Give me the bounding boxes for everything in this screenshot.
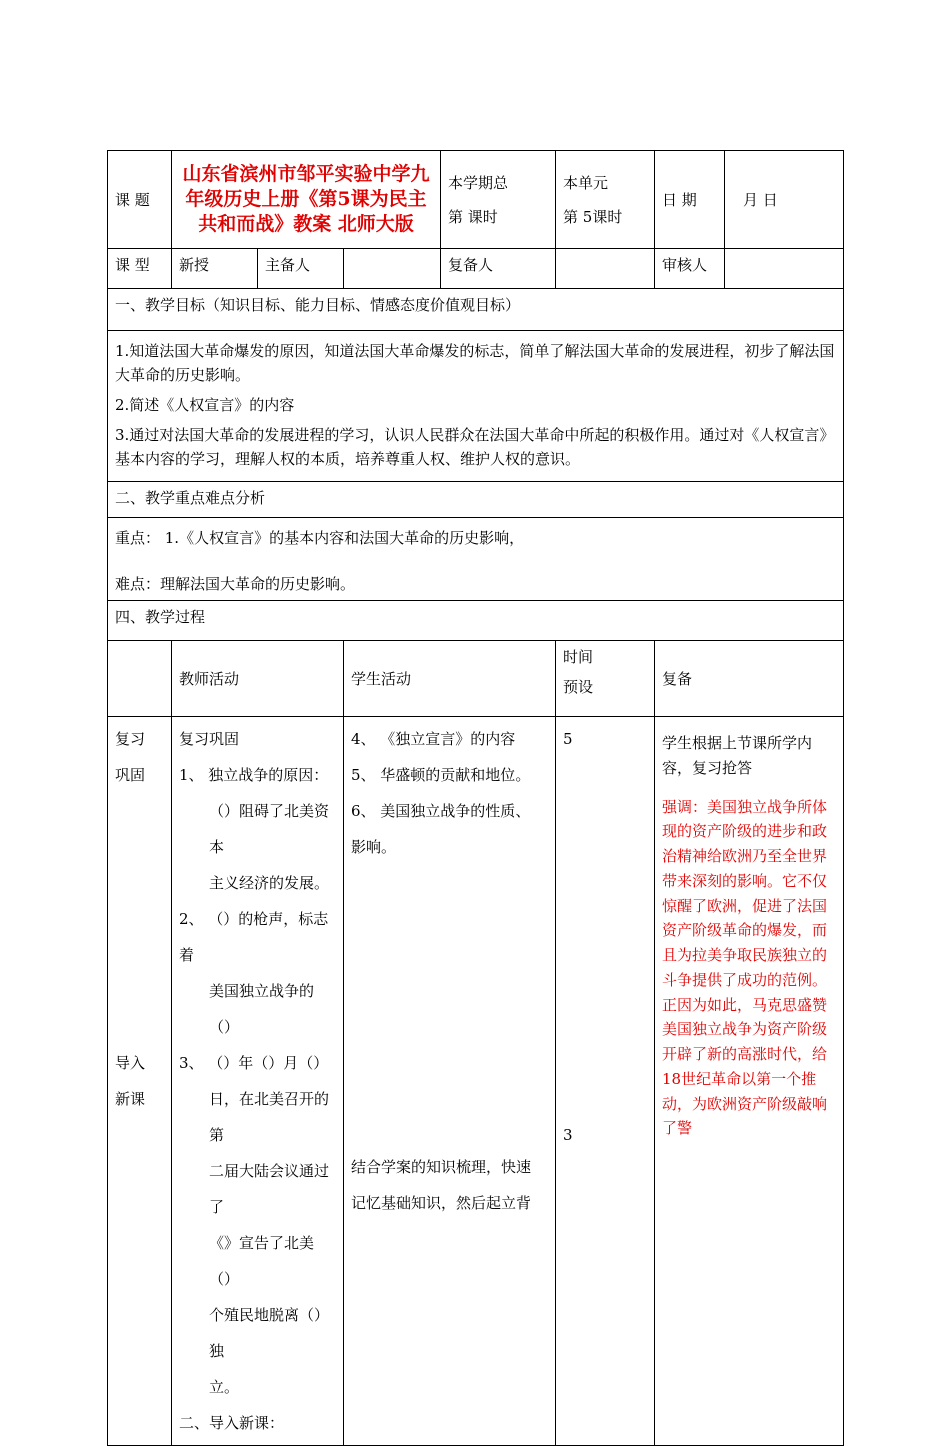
review-note: 学生根据上节课所学内容，复习抢答 bbox=[662, 734, 813, 777]
course-label: 课 题 bbox=[108, 151, 172, 249]
key-points-content bbox=[108, 518, 844, 601]
student-line: 记忆基础知识，然后起立背 bbox=[351, 1194, 532, 1212]
date-label: 日 期 bbox=[655, 151, 725, 249]
student-line: 影响。 bbox=[351, 838, 397, 856]
teacher-column-header: 教师活动 bbox=[172, 641, 344, 717]
co-preparer-value bbox=[556, 249, 655, 289]
time-header-line1: 时间 bbox=[563, 648, 594, 666]
header-row bbox=[108, 151, 844, 249]
teacher-line: 二、导入新课： bbox=[179, 1414, 285, 1432]
difficult-point: 难点：理解法国大革命的历史影响。 bbox=[115, 575, 356, 593]
term-period: 第 课时 bbox=[448, 207, 498, 226]
objective-item: 3.通过对法国大革命的发展进程的学习，认识人民群众在法国大革命中所起的积极作用。通过对《人权宣言》基本内容的学习，理解人权的本质，培养尊重人权、维护人权的意识。 bbox=[115, 426, 835, 468]
student-line: 6、 美国独立战争的性质、 bbox=[351, 802, 531, 820]
preparer-label: 主备人 bbox=[258, 249, 344, 289]
stage-review-line2: 巩固 bbox=[115, 766, 146, 784]
emphasis-note: 强调：美国独立战争所体现的资产阶级的进步和政治精神给欧洲乃至全世界带来深刻的影响。它不仅惊醒了欧洲，促进了法国资产阶级革命的爆发，而且为拉美争取民族独立的斗争提供了成功的范例。正因为如此，马克思盛赞美国独立战争为资产阶级开辟了新的高涨时代，给18世纪革命以第一个推动，为欧洲资产阶级敲响了警 bbox=[662, 797, 828, 1138]
stage-cell bbox=[108, 717, 172, 1446]
term-total-label: 本学期总 bbox=[448, 173, 509, 192]
teacher-line: 二届大陆会议通过了 bbox=[209, 1162, 330, 1216]
date-value: 月 日 bbox=[725, 151, 844, 249]
key-points-heading-row bbox=[108, 482, 844, 518]
student-line: 5、 华盛顿的贡献和地位。 bbox=[351, 766, 531, 784]
teacher-line: 美国独立战争的（） bbox=[209, 982, 315, 1036]
objectives-heading-row bbox=[108, 289, 844, 331]
student-column-header: 学生活动 bbox=[344, 641, 556, 717]
objective-item: 1.知道法国大革命爆发的原因，知道法国大革命爆发的标志，简单了解法国大革命的发展进程，初步了解法国大革命的历史影响。 bbox=[115, 342, 835, 384]
stage-review-line1: 复习 bbox=[115, 730, 146, 748]
reviewer-value bbox=[725, 249, 844, 289]
unit-cell bbox=[556, 151, 655, 249]
student-activity-cell bbox=[344, 717, 556, 1446]
preparer-value bbox=[344, 249, 441, 289]
review-note-cell bbox=[655, 717, 844, 1446]
teacher-line: 3、 （）年（）月（） bbox=[179, 1054, 329, 1072]
stage-intro bbox=[115, 1045, 145, 1117]
lesson-title: 山东省滨州市邹平实验中学九年级历史上册《第5课为民主共和而战》教案 北师大版 bbox=[172, 151, 441, 249]
teacher-activity-cell bbox=[172, 717, 344, 1446]
stage-intro-line1: 导入 bbox=[115, 1054, 146, 1072]
key-point: 重点： 1.《人权宣言》的基本内容和法国大革命的历史影响， bbox=[115, 529, 525, 547]
teacher-line: （）阻碍了北美资本 bbox=[209, 802, 330, 856]
time-value-intro: 3 bbox=[563, 1126, 573, 1144]
teacher-line: 复习巩固 bbox=[179, 730, 240, 748]
student-bottom bbox=[351, 1149, 531, 1221]
objectives-heading: 一、教学目标（知识目标、能力目标、情感态度价值观目标） bbox=[108, 289, 844, 331]
co-preparer-label: 复备人 bbox=[441, 249, 556, 289]
stage-column-header bbox=[108, 641, 172, 717]
objective-item: 2.简述《人权宣言》的内容 bbox=[115, 396, 295, 414]
reviewer-label: 审核人 bbox=[655, 249, 725, 289]
time-header-line2: 预设 bbox=[563, 678, 594, 696]
time-value-review: 5 bbox=[563, 730, 573, 748]
review-column-header: 复备 bbox=[655, 641, 844, 717]
student-line: 结合学案的知识梳理，快速 bbox=[351, 1158, 532, 1176]
process-columns-row bbox=[108, 641, 844, 717]
process-heading: 四、教学过程 bbox=[108, 601, 844, 641]
objectives-content-row bbox=[108, 331, 844, 482]
teacher-line: 2、 （）的枪声，标志着 bbox=[179, 910, 329, 964]
teacher-line: 立。 bbox=[209, 1378, 240, 1396]
process-heading-row bbox=[108, 601, 844, 641]
objectives-content bbox=[108, 331, 844, 482]
term-total-cell bbox=[441, 151, 556, 249]
key-points-row bbox=[108, 518, 844, 601]
time-column-header bbox=[556, 641, 655, 717]
type-row bbox=[108, 249, 844, 289]
teacher-line: 《》宣告了北美（） bbox=[209, 1234, 315, 1288]
unit-label: 本单元 bbox=[563, 173, 609, 192]
teacher-line: 主义经济的发展。 bbox=[209, 874, 330, 892]
stage-intro-line2: 新课 bbox=[115, 1090, 146, 1108]
unit-period: 第 5课时 bbox=[563, 207, 623, 226]
key-points-heading: 二、教学重点难点分析 bbox=[108, 482, 844, 518]
teacher-line: 日，在北美召开的第 bbox=[209, 1090, 330, 1144]
process-content-row bbox=[108, 717, 844, 1446]
type-value: 新授 bbox=[172, 249, 258, 289]
type-label: 课 型 bbox=[108, 249, 172, 289]
lesson-plan-table bbox=[107, 150, 844, 1446]
teacher-line: 个殖民地脱离（）独 bbox=[209, 1306, 330, 1360]
teacher-line: 1、 独立战争的原因： bbox=[179, 766, 329, 784]
student-line: 4、 《独立宣言》的内容 bbox=[351, 730, 516, 748]
time-cell bbox=[556, 717, 655, 1446]
